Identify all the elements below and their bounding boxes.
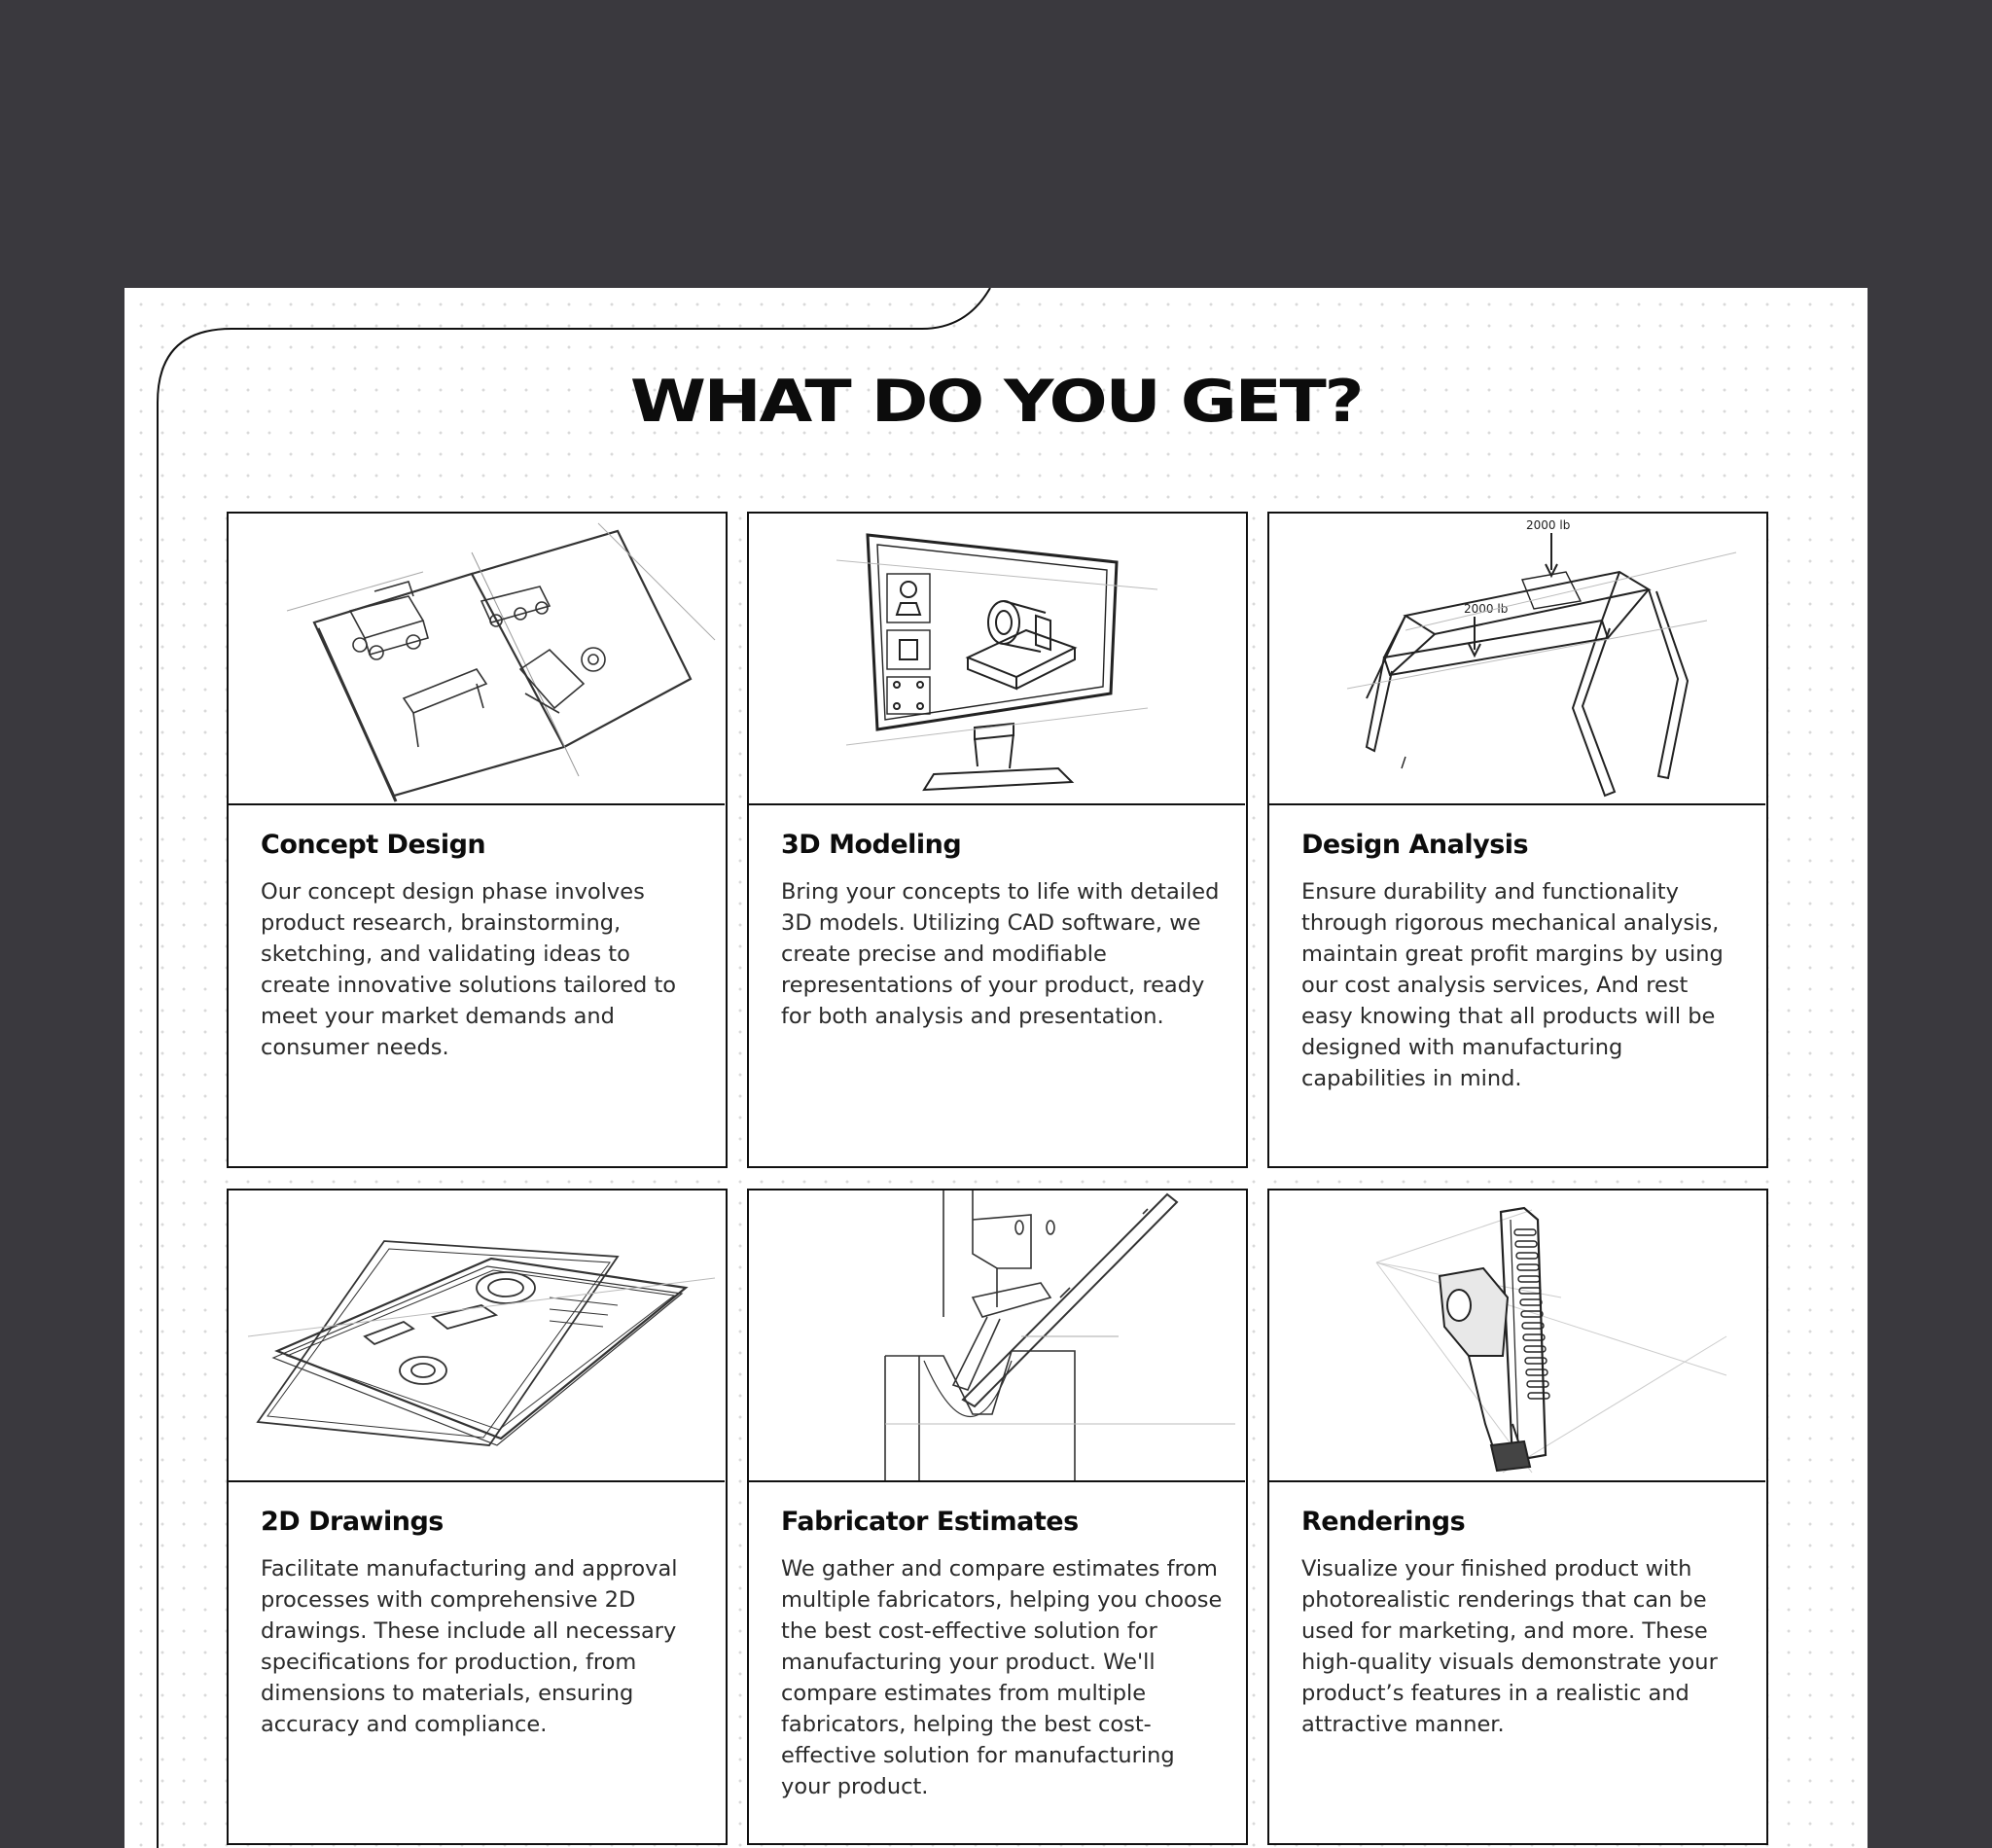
service-card-renderings (1267, 1189, 1768, 1845)
service-card-design-analysis (1267, 512, 1768, 1168)
load-label-top: 2000 lb (1526, 518, 1571, 532)
card-description: We gather and compare estimates from multiple fabricators, helping you choose the best cost-effective solution for manufacturing your product. We'll compare estimates from multiple fabricators, helping the best cost-effective solution for manufacturing your product. (781, 1556, 1223, 1799)
concept-sketchbook-illustration (229, 514, 725, 805)
card-description: Visualize your finished product with photorealistic renderings that can be used for marketing, and more. These high-quality visuals demonstrate your product’s features in a realistic and attractive manner. (1301, 1556, 1718, 1737)
card-title: Fabricator Estimates (781, 1507, 1079, 1537)
technical-drawings-illustration (229, 1191, 725, 1482)
card-title: Concept Design (261, 830, 486, 860)
card-description: Our concept design phase involves product research, brainstorming, sketching, and validating ideas to create innovative solutions tailored to meet your market demands and consumer needs. (261, 879, 677, 1060)
card-description: Ensure durability and functionality through rigorous mechanical analysis, maintain great profit margins by using our cost analysis services, And rest easy knowing that all products will be designed with manufacturing capabilities in mind. (1301, 879, 1724, 1091)
load-frame-illustration (1269, 514, 1765, 805)
service-card-3d-modeling (747, 512, 1248, 1168)
service-card-concept-design (227, 512, 728, 1168)
card-description: Facilitate manufacturing and approval processes with comprehensive 2D drawings. These include all necessary specifications for production, from dimensions to materials, ensuring accuracy and compliance. (261, 1556, 678, 1737)
cad-monitor-illustration (749, 514, 1245, 805)
section-title: WHAT DO YOU GET? (629, 368, 1363, 436)
load-label-middle: 2000 lb (1464, 602, 1509, 616)
card-title: 3D Modeling (781, 830, 962, 860)
card-title: 2D Drawings (261, 1507, 444, 1537)
card-title: Renderings (1301, 1507, 1466, 1537)
what-you-get-section (124, 288, 1868, 1848)
card-description: Bring your concepts to life with detailed 3D models. Utilizing CAD software, we create precise and modifiable representations of your product, ready for both analysis and presentation. (781, 879, 1220, 1029)
service-card-2d-drawings (227, 1189, 728, 1845)
service-card-fabricator-estimates (747, 1189, 1248, 1845)
press-brake-illustration (749, 1191, 1245, 1482)
card-title: Design Analysis (1301, 830, 1529, 860)
product-render-illustration (1269, 1191, 1765, 1482)
